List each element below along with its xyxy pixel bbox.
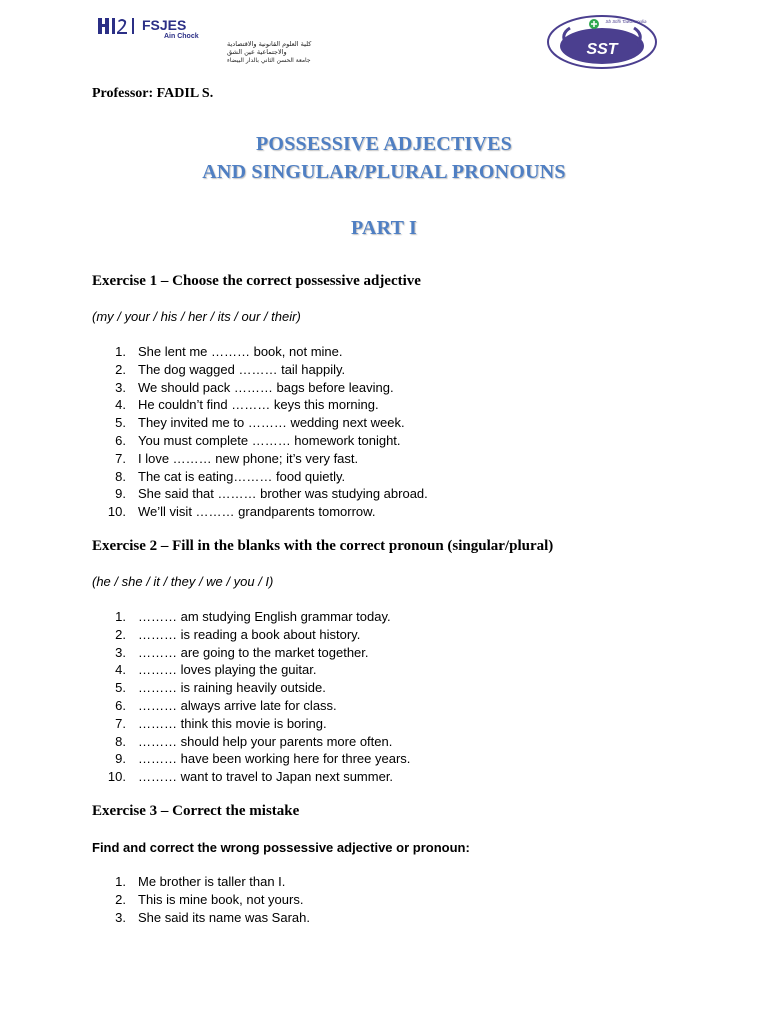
item-text: ……… loves playing the guitar. [138, 662, 317, 678]
exercise-1-heading: Exercise 1 – Choose the correct possessive adjective [92, 273, 421, 289]
exercise-3-instruction: Find and correct the wrong possessive adjective or pronoun: [92, 840, 470, 855]
list-item [92, 750, 410, 768]
item-text: They invited me to ……… wedding next week. [138, 415, 405, 431]
item-number: 10. [107, 504, 126, 520]
item-number: 6. [115, 697, 126, 713]
item-number: 2. [115, 626, 126, 642]
list-item [92, 503, 428, 521]
logo-name: FSJES [142, 17, 187, 33]
item-text: ……… is raining heavily outside. [138, 680, 326, 696]
item-text: She said its name was Sarah. [138, 909, 310, 925]
list-item [92, 873, 310, 891]
item-text: She lent me ……… book, not mine. [138, 344, 343, 359]
item-number: 3. [115, 909, 126, 925]
item-number: 5. [115, 415, 126, 431]
item-number: 1. [115, 344, 126, 359]
list-item [92, 414, 428, 432]
item-text: You must complete ……… homework tonight. [138, 432, 401, 448]
list-item [92, 450, 428, 468]
exercise-1-choices: (my / your / his / her / its / our / their) [92, 309, 301, 324]
logo-arabic-1: كلية العلوم القانونية والاقتصادية [227, 40, 312, 48]
item-number: 8. [115, 468, 126, 484]
item-text: ……… think this movie is boring. [138, 715, 327, 731]
list-item [92, 432, 428, 450]
seal-arc-text: Sb Stifli Tawassoulia [605, 19, 647, 24]
list-item [92, 396, 428, 414]
item-text: ……… should help your parents more often. [138, 733, 393, 749]
exercise-3-heading: Exercise 3 – Correct the mistake [92, 803, 300, 819]
list-item [92, 768, 410, 786]
logo-arabic-3: جامعة الحسن الثاني بالدار البيضاء [227, 57, 311, 64]
item-number: 8. [115, 733, 126, 749]
list-item [92, 485, 428, 503]
exercise-2-list [92, 608, 410, 786]
item-number: 2. [115, 361, 126, 377]
item-text: ……… are going to the market together. [138, 644, 369, 660]
list-item [92, 909, 310, 927]
item-text: ……… have been working here for three years. [138, 751, 411, 767]
item-number: 5. [115, 680, 126, 696]
part-heading: PART I [351, 217, 417, 239]
item-number: 1. [115, 609, 126, 624]
item-number: 7. [115, 450, 126, 466]
item-number: 3. [115, 644, 126, 660]
list-item [92, 361, 428, 379]
title-line-1: POSSESSIVE ADJECTIVES [256, 133, 512, 155]
logo-arabic-2: والاجتماعية عين الشق [227, 48, 287, 56]
item-text: He couldn’t find ……… keys this morning. [138, 397, 379, 413]
item-text: ……… always arrive late for class. [138, 697, 337, 713]
item-text: I love ……… new phone; it’s very fast. [138, 450, 359, 466]
item-number: 10. [107, 769, 126, 785]
title-line-2: AND SINGULAR/PLURAL PRONOUNS [202, 161, 566, 183]
list-item [92, 379, 428, 397]
item-text: This is mine book, not yours. [138, 891, 304, 907]
professor-name: Professor: FADIL S. [92, 86, 214, 101]
fsjes-logo [92, 16, 312, 64]
item-text: Me brother is taller than I. [138, 874, 286, 889]
list-item [92, 468, 428, 486]
list-item [92, 608, 410, 626]
item-number: 1. [115, 874, 126, 889]
item-text: We should pack ……… bags before leaving. [138, 379, 394, 395]
item-number: 6. [115, 432, 126, 448]
item-text: ……… want to travel to Japan next summer. [138, 769, 394, 785]
item-number: 3. [115, 379, 126, 395]
list-item [92, 644, 410, 662]
exercise-3-list [92, 873, 310, 926]
exercise-2-heading: Exercise 2 – Fill in the blanks with the correct pronoun (singular/plural) [92, 538, 554, 554]
item-text: ……… is reading a book about history. [138, 626, 361, 642]
sst-seal-logo [544, 12, 660, 70]
item-text: The cat is eating……… food quietly. [138, 468, 346, 484]
list-item [92, 661, 410, 679]
item-text: The dog wagged ……… tail happily. [138, 361, 346, 377]
logo-subname: Ain Chock [164, 33, 199, 40]
item-number: 4. [115, 662, 126, 678]
exercise-1-list [92, 343, 428, 521]
item-number: 7. [115, 715, 126, 731]
item-text: ……… am studying English grammar today. [138, 609, 391, 624]
list-item [92, 697, 410, 715]
exercise-2-choices: (he / she / it / they / we / you / I) [92, 574, 274, 589]
item-number: 9. [115, 486, 126, 502]
seal-text: SST [586, 41, 618, 58]
list-item [92, 626, 410, 644]
list-item [92, 891, 310, 909]
item-number: 4. [115, 397, 126, 413]
list-item [92, 733, 410, 751]
list-item [92, 679, 410, 697]
item-number: 2. [115, 891, 126, 907]
list-item [92, 715, 410, 733]
item-number: 9. [115, 751, 126, 767]
item-text: She said that ……… brother was studying abroad. [138, 486, 428, 502]
item-text: We’ll visit ……… grandparents tomorrow. [138, 504, 376, 520]
list-item [92, 343, 428, 361]
